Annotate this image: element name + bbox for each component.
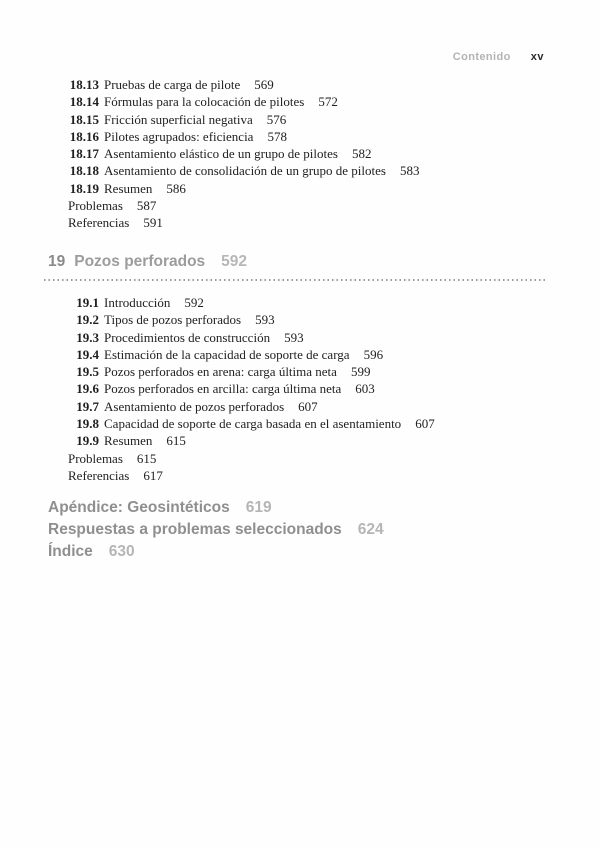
- folio-number: xv: [530, 51, 544, 63]
- toc-entry: [68, 214, 560, 231]
- running-head: [453, 51, 544, 63]
- section-number: 18.16: [69, 128, 99, 144]
- toc-entry: [68, 346, 560, 363]
- section-number: 19.4: [76, 346, 99, 362]
- section-page-number: 582: [351, 146, 372, 162]
- backmatter-title: Apéndice: Geosintéticos: [48, 499, 230, 516]
- section-title: Pozos perforados en arcilla: carga última neta: [104, 381, 342, 397]
- backmatter-page-number: 630: [108, 543, 135, 560]
- toc-entry: [68, 197, 560, 214]
- section-page-number: 572: [318, 94, 338, 110]
- section-title: Fórmulas para la colocación de pilotes: [104, 94, 305, 110]
- backmatter-list: [48, 497, 560, 563]
- section-title: Resumen: [104, 180, 153, 196]
- section-page-number: 578: [267, 128, 287, 144]
- section-title: Estimación de la capacidad de soporte de carga: [104, 346, 350, 362]
- toc-entry: [68, 145, 560, 162]
- toc-section-chapter18: [68, 76, 560, 232]
- backmatter-title: Respuestas a problemas seleccionados: [48, 521, 342, 538]
- section-page-number: 615: [166, 433, 186, 449]
- section-page-number: 593: [284, 329, 304, 345]
- section-title: Asentamiento de consolidación de un grupo de pilotes: [104, 163, 386, 179]
- backmatter-item: [48, 497, 560, 519]
- section-title: Pruebas de carga de pilote: [104, 77, 241, 92]
- section-page-number: 592: [184, 295, 204, 310]
- section-page-number: 599: [350, 364, 371, 380]
- section-number: 18.17: [69, 146, 99, 162]
- section-page-number: 587: [136, 198, 157, 214]
- section-page-number: 569: [254, 77, 274, 92]
- section-number: 19.9: [76, 433, 99, 449]
- chapter-heading: [48, 252, 545, 272]
- section-title: Pilotes agrupados: eficiencia: [104, 128, 254, 144]
- section-number: 18.14: [69, 94, 99, 110]
- section-page-number: 593: [255, 312, 275, 328]
- toc-entry: [68, 415, 560, 432]
- toc-entry: [68, 329, 560, 346]
- section-title: Capacidad de soporte de carga basada en el asentamiento: [104, 416, 402, 432]
- dotted-divider: [44, 279, 546, 281]
- toc-entry: [68, 398, 560, 415]
- chapter-page-number: 592: [221, 253, 248, 270]
- section-title: Problemas: [68, 450, 123, 466]
- section-title: Referencias: [68, 467, 130, 483]
- toc-entry: [68, 311, 560, 328]
- toc-entry: [68, 162, 560, 179]
- toc-entry: [68, 432, 560, 449]
- section-page-number: 607: [415, 416, 435, 432]
- running-head-title: Contenido: [452, 51, 511, 63]
- section-number: 18.18: [69, 163, 99, 179]
- chapter-title: Pozos perforados: [74, 253, 206, 270]
- section-page-number: 615: [136, 450, 157, 466]
- section-page-number: 591: [143, 215, 163, 231]
- section-number: 19.3: [76, 329, 99, 345]
- section-page-number: 596: [363, 346, 384, 362]
- section-title: Pozos perforados en arena: carga última neta: [104, 364, 337, 380]
- toc-entry: [68, 180, 560, 197]
- section-page-number: 617: [143, 467, 163, 483]
- section-number: 19.8: [76, 416, 99, 432]
- backmatter-item: [48, 541, 560, 563]
- section-page-number: 583: [399, 163, 420, 179]
- toc-entry: [68, 128, 560, 145]
- toc-entry: [68, 76, 560, 93]
- section-number: 19.2: [76, 312, 99, 328]
- section-number: 19.6: [76, 381, 99, 397]
- toc-entry: [68, 363, 560, 380]
- backmatter-title: Índice: [48, 543, 93, 560]
- section-page-number: 603: [355, 381, 375, 397]
- toc-entry: [68, 450, 560, 467]
- section-title: Introducción: [104, 295, 171, 310]
- section-title: Asentamiento de pozos perforados: [104, 398, 285, 414]
- toc-section-chapter19: [68, 294, 560, 484]
- section-title: Asentamiento elástico de un grupo de pilotes: [104, 146, 338, 162]
- toc-entry: [68, 93, 560, 110]
- toc-entry: [68, 294, 560, 311]
- section-title: Procedimientos de construcción: [104, 329, 271, 345]
- backmatter-page-number: 619: [245, 499, 272, 516]
- section-page-number: 607: [298, 398, 318, 414]
- section-title: Problemas: [68, 198, 123, 214]
- section-page-number: 586: [166, 180, 186, 196]
- section-number: 18.19: [69, 180, 99, 196]
- section-number: 19.7: [76, 398, 99, 414]
- section-number: 19.5: [76, 364, 99, 380]
- chapter-number: 19: [48, 253, 66, 270]
- section-number: 19.1: [76, 295, 99, 310]
- toc-entry: [68, 111, 560, 128]
- toc-entry: [68, 380, 560, 397]
- section-title: Referencias: [68, 215, 130, 231]
- section-page-number: 576: [266, 111, 287, 127]
- backmatter-page-number: 624: [357, 521, 384, 538]
- section-number: 18.13: [69, 77, 99, 92]
- section-title: Tipos de pozos perforados: [104, 312, 242, 328]
- toc-entry: [68, 467, 560, 484]
- section-title: Fricción superficial negativa: [104, 111, 253, 127]
- section-title: Resumen: [104, 433, 153, 449]
- section-number: 18.15: [69, 111, 99, 127]
- backmatter-item: [48, 519, 560, 541]
